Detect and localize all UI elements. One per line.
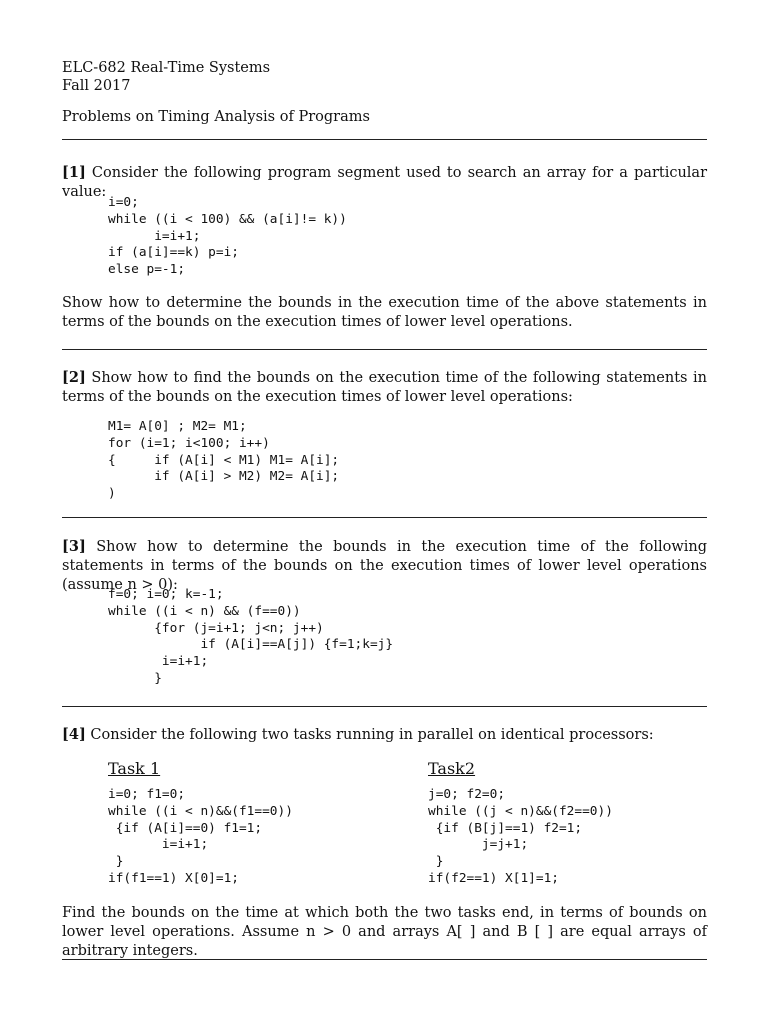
problem-1-intro-text: Consider the following program segment used to search an array for a particular value: xyxy=(62,165,708,200)
problem-2-intro xyxy=(62,368,707,407)
task-2-title: Task2 xyxy=(428,759,476,778)
document-title: Problems on Timing Analysis of Programs xyxy=(62,109,370,125)
divider xyxy=(62,139,707,140)
problem-1-question: Show how to determine the bounds in the execution time of the above statements in terms of the bounds on the execution times of lower level operations. xyxy=(62,295,707,330)
problem-3-code: f=0; i=0; k=-1; while ((i < n) && (f==0)) {for (j=i+1; j<n; j++) if (A[i]==A[j]) {f=1;k=j} i=i+1; } xyxy=(108,587,394,686)
divider xyxy=(62,349,707,350)
problem-3-intro-text: Show how to determine the bounds in the execution time of the following statements in terms of the bounds on the execution times of lower level operations (assume n > 0): xyxy=(62,539,708,593)
task-2-code: j=0; f2=0; while ((j < n)&&(f2==0)) {if (B[j]==1) f2=1; j=j+1; } if(f2==1) X[1]=1; xyxy=(428,787,613,886)
problem-2-number: [2] xyxy=(62,369,86,386)
term: Fall 2017 xyxy=(62,78,131,94)
problem-4-number: [4] xyxy=(62,726,86,743)
divider xyxy=(62,517,707,518)
course-name: ELC-682 Real-Time Systems xyxy=(62,60,271,76)
problem-2-code: M1= A[0] ; M2= M1; for (i=1; i<100; i++) { if (A[i] < M1) M1= A[i]; if (A[i] > M2) M2= A[i]; ) xyxy=(108,419,340,502)
problem-1-code: i=0; while ((i < 100) && (a[i]!= k)) i=i+1; if (a[i]==k) p=i; else p=-1; xyxy=(108,195,347,278)
task-1-code: i=0; f1=0; while ((i < n)&&(f1==0)) {if (A[i]==0) f1=1; i=i+1; } if(f1==1) X[0]=1; xyxy=(108,787,293,886)
problem-3-number: [3] xyxy=(62,538,86,555)
problem-4-intro xyxy=(62,725,707,745)
divider xyxy=(62,959,707,960)
task-1-title: Task 1 xyxy=(108,759,161,778)
problem-2-intro-text: Show how to find the bounds on the execution time of the following statements in terms of the bounds on the execution times of lower level operations: xyxy=(62,370,708,405)
problem-4-question: Find the bounds on the time at which both the two tasks end, in terms of bounds on lower level operations. Assume n > 0 and arrays A[ ] and B [ ] are equal arrays of arbitrary integers. xyxy=(62,905,707,959)
divider xyxy=(62,706,707,707)
problem-1-number: [1] xyxy=(62,164,86,181)
problem-4-intro-text: Consider the following two tasks running in parallel on identical processors: xyxy=(90,727,654,743)
